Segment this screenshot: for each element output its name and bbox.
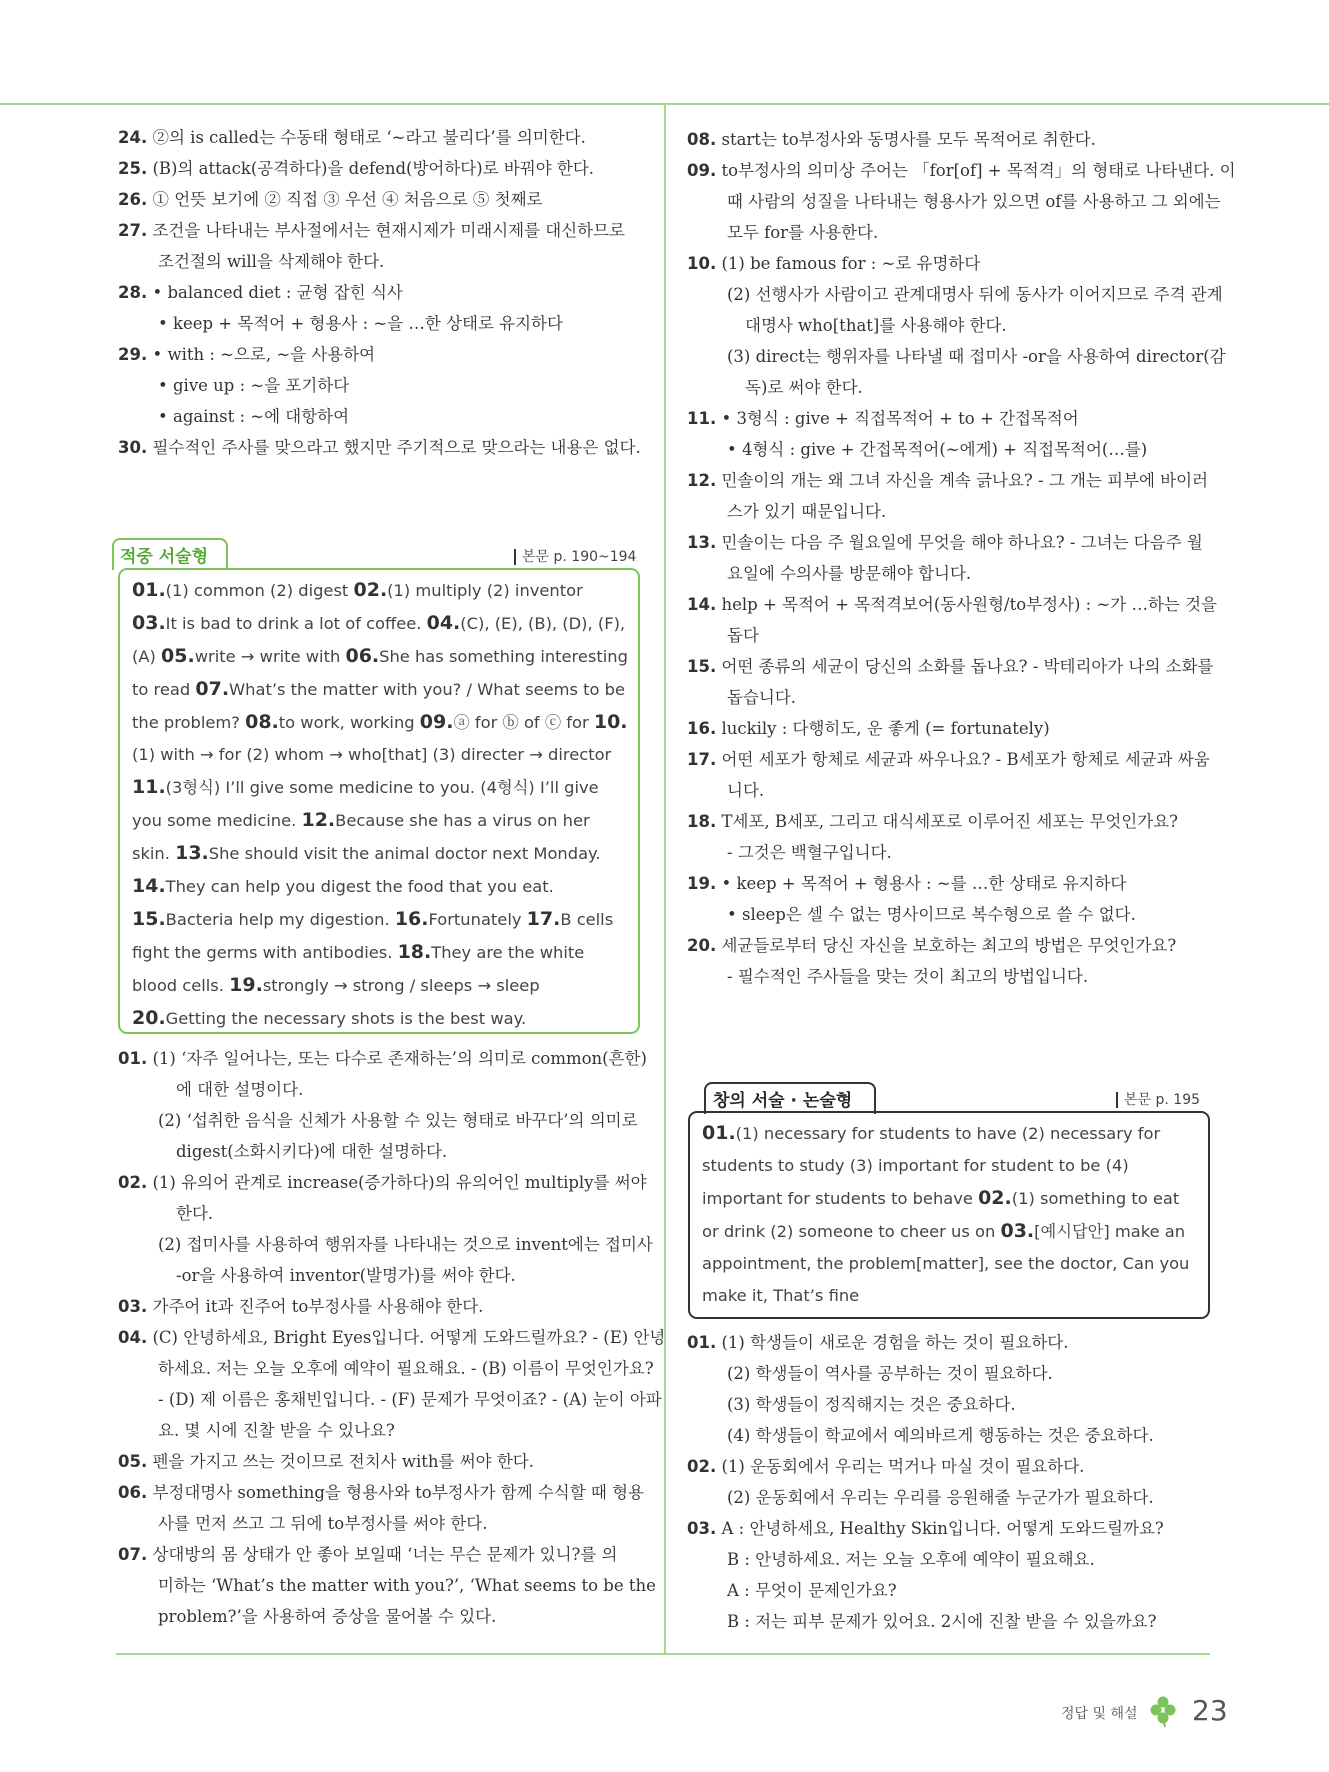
list-item <box>687 961 1217 992</box>
section2-answer-box <box>688 1111 1210 1319</box>
item-number: 11. <box>687 409 717 428</box>
list-item <box>118 432 648 463</box>
list-item <box>118 1260 648 1291</box>
answer-text: (1) something to eat or drink (2) someone to cheer us on <box>702 1189 1180 1241</box>
list-item <box>118 1601 648 1632</box>
answer-number: 17. <box>526 908 561 930</box>
answer-number: 16. <box>394 908 429 930</box>
item-text: (1) 운동회에서 우리는 먹거나 마실 것이 필요하다. <box>721 1457 1085 1476</box>
item-number: 08. <box>687 130 717 149</box>
item-number: 01. <box>118 1049 148 1068</box>
clover-leaf-icon <box>1149 1694 1177 1728</box>
item-number: 14. <box>687 595 717 614</box>
item-text: 독)로 써야 한다. <box>745 378 863 397</box>
list-item <box>118 1229 653 1260</box>
item-text: ②의 is called는 수동태 형태로 ‘~라고 불리다’를 의미한다. <box>152 128 586 147</box>
list-item <box>118 1074 648 1105</box>
list-item <box>687 124 1217 155</box>
list-item <box>687 868 1217 899</box>
item-text: 돕습니다. <box>727 688 797 707</box>
item-text: 하세요. 저는 오늘 오후에 예약이 필요해요. - (B) 이름이 무엇인가요? <box>158 1359 654 1378</box>
item-number: 28. <box>118 283 148 302</box>
answer-text: Because she has a virus on her skin. <box>132 811 590 863</box>
item-number: 24. <box>118 128 148 147</box>
item-text: • 4형식 : give + 간접목적어(~에게) + 직접목적어(…를) <box>727 440 1148 459</box>
item-text: - (D) 제 이름은 홍채빈입니다. - (F) 문제가 무엇이죠? - (A) 눈이 아파 <box>158 1390 662 1409</box>
item-text: 요일에 수의사를 방문해야 합니다. <box>727 564 972 583</box>
item-text: - 그것은 백혈구입니다. <box>727 843 892 862</box>
section1-title-text: 적중 서술형 <box>120 547 209 567</box>
page-number: 23 <box>1192 1694 1228 1727</box>
item-number: 10. <box>687 254 717 273</box>
answer-number: 09. <box>419 711 454 733</box>
item-text: (B)의 attack(공격하다)을 defend(방어하다)로 바꿔야 한다. <box>152 159 595 178</box>
section2-page-ref: 본문 p. 195 <box>1116 1092 1200 1108</box>
list-item <box>687 403 1217 434</box>
answer-text: (C), (E), (B), (D), (F), (A) <box>132 614 626 666</box>
list-item <box>687 372 1217 403</box>
answer-number: 06. <box>345 645 380 667</box>
answer-number: 12. <box>301 809 336 831</box>
answer-text: They are the white blood cells. <box>132 943 585 995</box>
list-item <box>118 1570 656 1601</box>
item-text: (3) 학생들이 정직해지는 것은 중요하다. <box>727 1395 1016 1414</box>
item-text: 돕다 <box>727 626 759 645</box>
right-bottom-list <box>687 1327 1217 1637</box>
list-item <box>687 248 1217 279</box>
list-item <box>687 682 1217 713</box>
item-number: 03. <box>118 1297 148 1316</box>
list-item <box>118 1136 648 1167</box>
item-number: 02. <box>118 1173 148 1192</box>
item-number: 01. <box>687 1333 717 1352</box>
list-item <box>118 1043 648 1074</box>
item-text: 조건절의 will을 삭제해야 한다. <box>158 252 385 271</box>
list-item <box>687 651 1217 682</box>
list-item <box>118 1446 648 1477</box>
list-item <box>687 527 1217 558</box>
item-text: (1) 유의어 관계로 increase(증가하다)의 유의어인 multiply를 써야 <box>152 1173 647 1192</box>
list-item <box>687 837 1217 868</box>
item-text: 어떤 세포가 항체로 세균과 싸우나요? - B세포가 항체로 세균과 싸움 <box>721 750 1210 769</box>
item-text: 에 대한 설명이다. <box>176 1080 304 1099</box>
item-number: 12. <box>687 471 717 490</box>
item-text: digest(소화시키다)에 대한 설명하다. <box>176 1142 448 1161</box>
item-text: 대명사 who[that]를 사용해야 한다. <box>745 316 1007 335</box>
item-text: to부정사의 의미상 주어는 「for[of] + 목적격」의 형태로 나타낸다. 이 <box>721 161 1236 180</box>
item-text: 모두 for를 사용한다. <box>727 223 879 242</box>
item-text: 부정대명사 something을 형용사와 to부정사가 함께 수식할 때 형용 <box>152 1483 644 1502</box>
item-text: 니다. <box>727 781 765 800</box>
footer-label: 정답 및 해설 <box>1061 1706 1138 1722</box>
answer-number: 03. <box>1000 1220 1035 1242</box>
item-text: T세포, B세포, 그리고 대식세포로 이루어진 세포는 무엇인가요? <box>721 812 1178 831</box>
answer-number: 05. <box>161 645 195 667</box>
answer-number: 13. <box>175 842 209 864</box>
item-number: 19. <box>687 874 717 893</box>
answer-text: Getting the necessary shots is the best way. <box>165 1009 527 1028</box>
left-top-list <box>118 122 648 463</box>
list-item <box>687 341 1226 372</box>
answer-text: Bacteria help my digestion. <box>165 910 395 929</box>
item-number: 16. <box>687 719 717 738</box>
list-item <box>118 1508 648 1539</box>
item-text: B : 안녕하세요. 저는 오늘 오후에 예약이 필요해요. <box>727 1550 1095 1569</box>
list-item <box>687 589 1217 620</box>
list-item <box>118 339 648 370</box>
list-item <box>118 1198 648 1229</box>
list-item <box>687 1389 1217 1420</box>
item-text: 펜을 가지고 쓰는 것이므로 전치사 with를 써야 한다. <box>152 1452 534 1471</box>
item-text: start는 to부정사와 동명사를 모두 목적어로 취한다. <box>721 130 1096 149</box>
answer-text: She should visit the animal doctor next Monday. <box>208 844 601 863</box>
list-item <box>687 899 1217 930</box>
list-item <box>687 1544 1217 1575</box>
item-text: 필수적인 주사를 맞으라고 했지만 주기적으로 맞으라는 내용은 없다. <box>152 438 641 457</box>
answer-number: 08. <box>245 711 279 733</box>
list-item <box>687 310 1217 341</box>
item-text: (1) 학생들이 새로운 경험을 하는 것이 필요하다. <box>721 1333 1069 1352</box>
item-text: (C) 안녕하세요, Bright Eyes입니다. 어떻게 도와드릴까요? - (E) 안녕 <box>152 1328 666 1347</box>
answer-text: What’s the matter with you? / What seems to be the problem? <box>132 680 626 732</box>
item-text: 세균들로부터 당신 자신을 보호하는 최고의 방법은 무엇인가요? <box>721 936 1177 955</box>
list-item <box>687 1575 1217 1606</box>
item-text: A : 무엇이 문제인가요? <box>727 1581 897 1600</box>
answer-text: (1) common (2) digest <box>165 581 354 600</box>
item-number: 27. <box>118 221 148 240</box>
item-number: 02. <box>687 1457 717 1476</box>
item-text: luckily : 다행히도, 운 좋게 (= fortunately) <box>721 719 1050 738</box>
list-item <box>118 1415 648 1446</box>
answer-number: 01. <box>132 579 166 601</box>
item-number: 05. <box>118 1452 148 1471</box>
list-item <box>118 1353 654 1384</box>
item-number: 04. <box>118 1328 148 1347</box>
item-text: 조건을 나타내는 부사절에서는 현재시제가 미래시제를 대신하므로 <box>152 221 626 240</box>
answer-number: 14. <box>132 875 166 897</box>
item-number: 20. <box>687 936 717 955</box>
item-number: 30. <box>118 438 148 457</box>
list-item <box>687 775 1217 806</box>
item-text: • 3형식 : give + 직접목적어 + to + 간접목적어 <box>721 409 1079 428</box>
item-text: B : 저는 피부 문제가 있어요. 2시에 진찰 받을 수 있을까요? <box>727 1612 1157 1631</box>
list-item <box>118 370 648 401</box>
list-item <box>687 1358 1217 1389</box>
item-text: 사를 먼저 쓰고 그 뒤에 to부정사를 써야 한다. <box>158 1514 488 1533</box>
answer-text: B cells fight the germs with antibodies. <box>132 910 614 962</box>
list-item <box>687 806 1217 837</box>
section2-title-text: 창의 서술 · 논술형 <box>713 1091 853 1111</box>
list-item <box>687 1513 1217 1544</box>
list-item <box>687 1420 1217 1451</box>
list-item <box>118 153 648 184</box>
answer-number: 02. <box>978 1187 1012 1209</box>
answer-text: She has something interesting to read <box>132 647 628 699</box>
item-text: • with : ~으로, ~을 사용하여 <box>152 345 376 364</box>
item-number: 15. <box>687 657 717 676</box>
list-item <box>687 558 1217 589</box>
item-number: 07. <box>118 1545 148 1564</box>
answer-number: 19. <box>229 974 263 996</box>
list-item <box>687 434 1217 465</box>
item-number: 13. <box>687 533 717 552</box>
item-text: (2) 학생들이 역사를 공부하는 것이 필요하다. <box>727 1364 1053 1383</box>
answer-text: [예시답안] make an appointment, the problem[matter], see the doctor, Can you make it, That’s fine <box>702 1222 1190 1305</box>
list-item <box>687 186 1221 217</box>
section1-answer-box <box>118 568 640 1034</box>
answer-number: 10. <box>593 711 628 733</box>
item-text: 가주어 it과 진주어 to부정사를 사용해야 한다. <box>152 1297 484 1316</box>
item-text: (2) 접미사를 사용하여 행위자를 나타내는 것으로 invent에는 접미사 <box>158 1235 653 1254</box>
item-text: (2) ‘섭취한 음식을 신체가 사용할 수 있는 형태로 바꾸다’의 의미로 <box>158 1111 638 1130</box>
list-item <box>687 1482 1217 1513</box>
item-text: 미하는 ‘What’s the matter with you?’, ‘What seems to be the <box>158 1576 656 1595</box>
list-item <box>118 1539 648 1570</box>
item-text: 민솔이는 다음 주 월요일에 무엇을 해야 하나요? - 그녀는 다음주 월 <box>721 533 1203 552</box>
left-bottom-list <box>118 1043 666 1632</box>
bottom-rule <box>116 1653 1210 1655</box>
item-number: 18. <box>687 812 717 831</box>
item-text: A : 안녕하세요, Healthy Skin입니다. 어떻게 도와드릴까요? <box>721 1519 1164 1538</box>
answer-number: 04. <box>426 612 461 634</box>
answer-number: 01. <box>702 1122 736 1144</box>
item-number: 29. <box>118 345 148 364</box>
item-number: 17. <box>687 750 717 769</box>
item-number: 03. <box>687 1519 717 1538</box>
answer-number: 15. <box>132 908 166 930</box>
answer-text: strongly → strong / sleeps → sleep <box>262 976 540 995</box>
item-text: -or을 사용하여 inventor(발명가)를 써야 한다. <box>176 1266 516 1285</box>
item-text: 민솔이의 개는 왜 그녀 자신을 계속 긁나요? - 그 개는 피부에 바이러 <box>721 471 1209 490</box>
answer-text: It is bad to drink a lot of coffee. <box>165 614 427 633</box>
list-item <box>687 1327 1217 1358</box>
item-text: 때 사람의 성질을 나타내는 형용사가 있으면 of를 사용하고 그 외에는 <box>727 192 1221 211</box>
section1-title <box>120 542 208 567</box>
list-item <box>118 246 648 277</box>
answer-number: 11. <box>132 776 166 798</box>
answer-text: write → write with <box>194 647 346 666</box>
section2-title-tab <box>704 1082 876 1114</box>
answer-text: (3형식) I’ll give some medicine to you. (4형식) I’ll give you some medicine. <box>132 778 599 830</box>
list-item <box>118 401 648 432</box>
item-text: - 필수적인 주사들을 맞는 것이 최고의 방법입니다. <box>727 967 1089 986</box>
list-item <box>118 1477 648 1508</box>
list-item <box>118 215 648 246</box>
answer-text: Fortunately <box>428 910 527 929</box>
item-text: • against : ~에 대항하여 <box>158 407 350 426</box>
answer-text: (1) multiply (2) inventor <box>387 581 583 600</box>
answer-number: 18. <box>397 941 432 963</box>
answer-text: (1) with → for (2) whom → who[that] (3) directer → director <box>132 745 612 764</box>
section2-title <box>713 1086 852 1111</box>
item-text: (1) ‘자주 일어나는, 또는 다수로 존재하는’의 의미로 common(흔한) <box>152 1049 647 1068</box>
section1-page-ref: 본문 p. 190~194 <box>514 549 636 565</box>
list-item <box>687 155 1236 186</box>
list-item <box>118 122 648 153</box>
column-divider <box>664 104 666 1654</box>
list-item <box>118 1291 648 1322</box>
list-item <box>118 1384 662 1415</box>
answer-text: ⓐ for ⓑ of ⓒ for <box>453 713 594 732</box>
item-text: • keep + 목적어 + 형용사 : ~를 …한 상태로 유지하다 <box>721 874 1127 893</box>
list-item <box>687 1451 1217 1482</box>
item-text: help + 목적어 + 목적격보어(동사원형/to부정사) : ~가 …하는 것을 <box>721 595 1217 614</box>
answer-text: (1) necessary for students to have (2) necessary for students to study (3) important for student to be (4) important for students to behave <box>702 1124 1161 1208</box>
item-text: 스가 있기 때문입니다. <box>727 502 887 521</box>
answer-number: 02. <box>353 579 388 601</box>
list-item <box>118 308 648 339</box>
list-item <box>687 465 1217 496</box>
list-item <box>687 1606 1217 1637</box>
item-text: problem?’을 사용하여 증상을 물어볼 수 있다. <box>158 1607 497 1626</box>
item-text: • balanced diet : 균형 잡힌 식사 <box>152 283 403 302</box>
item-text: 한다. <box>176 1204 214 1223</box>
item-text: • give up : ~을 포기하다 <box>158 376 350 395</box>
item-number: 26. <box>118 190 148 209</box>
answer-text: They can help you digest the food that you eat. <box>165 877 554 896</box>
list-item <box>118 277 648 308</box>
item-text: • sleep은 셀 수 없는 명사이므로 복수형으로 쓸 수 없다. <box>727 905 1136 924</box>
list-item <box>687 713 1217 744</box>
item-number: 09. <box>687 161 717 180</box>
item-text: (3) direct는 행위자를 나타낼 때 접미사 -or을 사용하여 director(감 <box>727 347 1226 366</box>
item-text: 상대방의 몸 상태가 안 좋아 보일때 ‘너는 무슨 문제가 있니?를 의 <box>152 1545 618 1564</box>
list-item <box>687 279 1223 310</box>
list-item <box>687 620 1217 651</box>
list-item <box>687 217 1217 248</box>
list-item <box>687 744 1217 775</box>
list-item <box>687 496 1217 527</box>
item-text: (2) 선행사가 사람이고 관계대명사 뒤에 동사가 이어지므로 주격 관계 <box>727 285 1223 304</box>
item-number: 06. <box>118 1483 148 1502</box>
answer-text: to work, working <box>278 713 420 732</box>
item-text: (2) 운동회에서 우리는 우리를 응원해줄 누군가가 필요하다. <box>727 1488 1154 1507</box>
item-text: (1) be famous for : ~로 유명하다 <box>721 254 981 273</box>
item-text: 요. 몇 시에 진찰 받을 수 있나요? <box>158 1421 395 1440</box>
list-item <box>687 930 1217 961</box>
list-item <box>118 1322 666 1353</box>
item-number: 25. <box>118 159 148 178</box>
section1-title-tab <box>112 538 228 570</box>
answer-number: 20. <box>132 1007 166 1029</box>
item-text: 어떤 종류의 세균이 당신의 소화를 돕나요? - 박테리아가 나의 소화를 <box>721 657 1214 676</box>
answer-number: 03. <box>132 612 166 634</box>
list-item <box>118 1105 648 1136</box>
item-text: ① 언뜻 보기에 ② 직접 ③ 우선 ④ 처음으로 ⑤ 첫째로 <box>152 190 543 209</box>
item-text: (4) 학생들이 학교에서 예의바르게 행동하는 것은 중요하다. <box>727 1426 1154 1445</box>
right-top-list <box>687 124 1236 992</box>
answer-number: 07. <box>195 678 230 700</box>
list-item <box>118 1167 648 1198</box>
item-text: • keep + 목적어 + 형용사 : ~을 …한 상태로 유지하다 <box>158 314 563 333</box>
list-item <box>118 184 648 215</box>
